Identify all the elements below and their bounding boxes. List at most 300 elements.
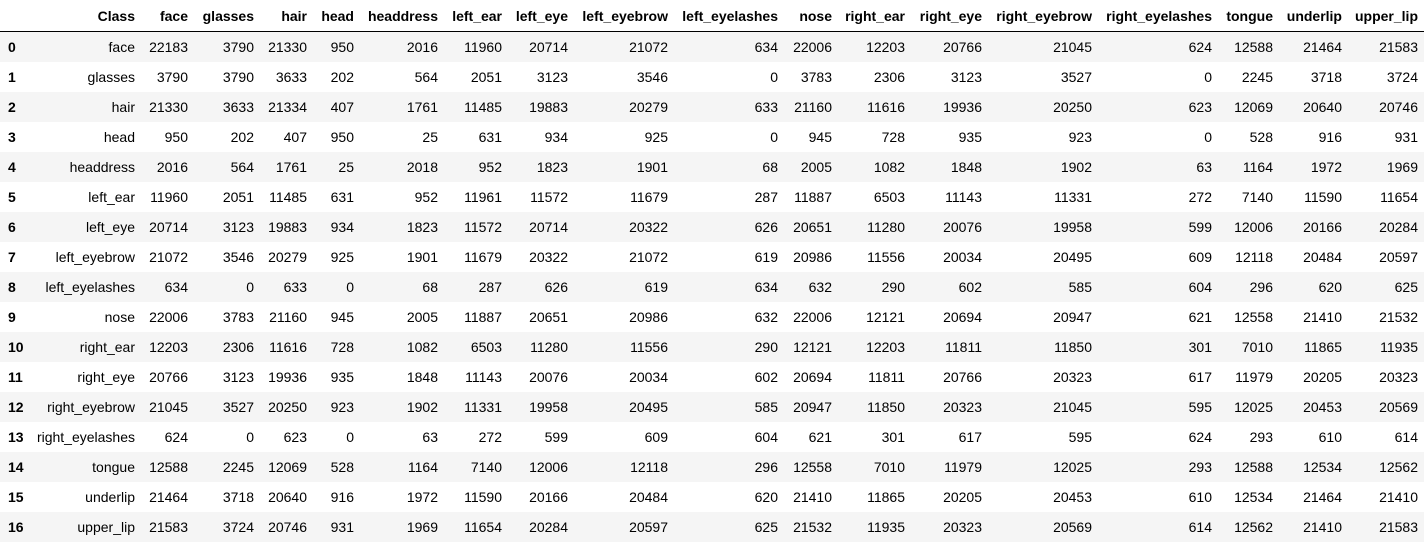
row-index: 16 <box>8 518 24 535</box>
table-row <box>0 92 1424 122</box>
column-header-glasses: glasses <box>194 0 260 32</box>
table-cell: 3718 <box>222 488 254 505</box>
table-row <box>0 332 1424 362</box>
table-cell: 564 <box>414 68 438 85</box>
table-cell: 12588 <box>1234 38 1273 55</box>
table-cell: 20766 <box>149 368 188 385</box>
table-cell: 21334 <box>268 98 307 115</box>
table-cell: 20453 <box>1053 488 1092 505</box>
table-cell: 634 <box>164 278 188 295</box>
table-cell: 11960 <box>464 38 502 55</box>
table-row <box>0 422 1424 452</box>
table-cell: 20766 <box>943 38 982 55</box>
table-cell: 634 <box>754 278 778 295</box>
table-cell: 609 <box>1188 248 1212 265</box>
table-cell: 20986 <box>629 308 668 325</box>
column-header-tongue: tongue <box>1218 0 1279 32</box>
table-cell: 631 <box>478 128 502 145</box>
table-cell: 20714 <box>149 218 188 235</box>
table-cell: 21532 <box>793 518 832 535</box>
table-cell: 20323 <box>1379 368 1418 385</box>
table-cell: 11850 <box>1054 338 1092 355</box>
table-cell: 20597 <box>1379 248 1418 265</box>
table-cell: 12203 <box>149 338 188 355</box>
table-cell: 7140 <box>470 458 502 475</box>
table-cell: 585 <box>754 398 778 415</box>
table-cell: 0 <box>346 278 354 295</box>
table-cell: 12069 <box>268 458 307 475</box>
table-cell: 20284 <box>529 518 568 535</box>
table-cell: 923 <box>1068 128 1092 145</box>
row-class-label: glasses <box>87 68 135 85</box>
table-cell: 621 <box>808 428 832 445</box>
table-cell: 20076 <box>943 218 982 235</box>
column-header-left_eyebrow: left_eyebrow <box>574 0 674 32</box>
table-cell: 12118 <box>1235 248 1273 265</box>
table-cell: 1848 <box>950 158 982 175</box>
table-cell: 11280 <box>867 218 905 235</box>
table-cell: 626 <box>544 278 568 295</box>
table-cell: 20250 <box>268 398 307 415</box>
table-cell: 11331 <box>1054 188 1092 205</box>
table-cell: 7140 <box>1241 188 1273 205</box>
table-cell: 20322 <box>529 248 568 265</box>
table-cell: 19958 <box>1053 218 1092 235</box>
table-cell: 12203 <box>866 38 905 55</box>
table-cell: 12588 <box>149 458 188 475</box>
column-header-right_ear: right_ear <box>838 0 911 32</box>
table-cell: 20640 <box>1303 98 1342 115</box>
table-cell: 20323 <box>1053 368 1092 385</box>
table-cell: 407 <box>330 98 354 115</box>
table-cell: 1823 <box>536 158 568 175</box>
table-cell: 623 <box>283 428 307 445</box>
table-cell: 11590 <box>464 488 502 505</box>
table-cell: 614 <box>1188 518 1212 535</box>
table-cell: 1902 <box>406 398 438 415</box>
table-cell: 1901 <box>636 158 668 175</box>
column-header-head: head <box>313 0 360 32</box>
table-cell: 634 <box>754 38 778 55</box>
table-cell: 20766 <box>943 368 982 385</box>
table-cell: 610 <box>1188 488 1212 505</box>
table-cell: 564 <box>230 158 254 175</box>
table-cell: 20569 <box>1053 518 1092 535</box>
row-index: 6 <box>8 218 16 235</box>
table-cell: 12534 <box>1303 458 1342 475</box>
table-cell: 19883 <box>268 218 307 235</box>
table-cell: 0 <box>1204 128 1212 145</box>
table-cell: 20714 <box>529 218 568 235</box>
table-cell: 11280 <box>530 338 568 355</box>
table-cell: 11935 <box>867 518 905 535</box>
table-cell: 12562 <box>1379 458 1418 475</box>
column-header-headdress: headdress <box>360 0 444 32</box>
table-cell: 11865 <box>1304 338 1342 355</box>
table-cell: 11654 <box>464 518 502 535</box>
table-row <box>0 242 1424 272</box>
table-cell: 12118 <box>630 458 668 475</box>
table-cell: 11572 <box>464 218 502 235</box>
table-cell: 19936 <box>943 98 982 115</box>
table-cell: 2016 <box>406 38 438 55</box>
table-cell: 20034 <box>943 248 982 265</box>
table-cell: 935 <box>958 128 982 145</box>
column-header-hair: hair <box>260 0 313 32</box>
table-cell: 21330 <box>268 38 307 55</box>
table-cell: 21045 <box>1053 38 1092 55</box>
table-cell: 12006 <box>1234 218 1273 235</box>
table-cell: 20694 <box>943 308 982 325</box>
table-cell: 272 <box>1188 188 1212 205</box>
column-header-left_ear: left_ear <box>444 0 508 32</box>
table-cell: 1902 <box>1060 158 1092 175</box>
row-class-label: upper_lip <box>77 518 135 535</box>
table-cell: 22183 <box>149 38 188 55</box>
table-cell: 20495 <box>1053 248 1092 265</box>
table-cell: 202 <box>330 68 354 85</box>
table-cell: 3790 <box>222 38 254 55</box>
table-row <box>0 512 1424 542</box>
row-index: 5 <box>8 188 16 205</box>
table-cell: 11887 <box>464 308 502 325</box>
table-cell: 11887 <box>794 188 832 205</box>
table-cell: 604 <box>754 428 778 445</box>
table-cell: 20640 <box>268 488 307 505</box>
table-cell: 620 <box>754 488 778 505</box>
table-cell: 21045 <box>1053 398 1092 415</box>
table-cell: 945 <box>330 308 354 325</box>
table-cell: 11979 <box>944 458 982 475</box>
row-class-label: nose <box>104 308 135 325</box>
table-cell: 3633 <box>222 98 254 115</box>
table-cell: 595 <box>1068 428 1092 445</box>
table-cell: 3724 <box>222 518 254 535</box>
table-cell: 20495 <box>629 398 668 415</box>
table-cell: 63 <box>422 428 438 445</box>
table-cell: 624 <box>1188 428 1212 445</box>
table-cell: 1969 <box>1386 158 1418 175</box>
table-cell: 3546 <box>636 68 668 85</box>
table-cell: 12588 <box>1234 458 1273 475</box>
table-cell: 952 <box>478 158 502 175</box>
table-cell: 1082 <box>406 338 438 355</box>
table-cell: 20279 <box>268 248 307 265</box>
table-cell: 585 <box>1068 278 1092 295</box>
table-cell: 20166 <box>529 488 568 505</box>
table-row <box>0 62 1424 92</box>
table-cell: 728 <box>881 128 905 145</box>
header-row <box>0 0 1424 32</box>
table-cell: 624 <box>1188 38 1212 55</box>
table-cell: 916 <box>1318 128 1342 145</box>
table-cell: 11485 <box>269 188 307 205</box>
table-cell: 619 <box>754 248 778 265</box>
table-cell: 296 <box>754 458 778 475</box>
table-cell: 20205 <box>943 488 982 505</box>
table-cell: 290 <box>754 338 778 355</box>
row-index: 0 <box>8 38 16 55</box>
table-cell: 0 <box>770 68 778 85</box>
table-cell: 11654 <box>1380 188 1418 205</box>
table-cell: 619 <box>644 278 668 295</box>
column-header-right_eye: right_eye <box>911 0 988 32</box>
table-cell: 528 <box>330 458 354 475</box>
table-cell: 2005 <box>800 158 832 175</box>
table-header <box>0 0 1424 32</box>
table-cell: 3718 <box>1310 68 1342 85</box>
table-cell: 624 <box>164 428 188 445</box>
table-cell: 20323 <box>943 518 982 535</box>
table-cell: 11572 <box>530 188 568 205</box>
table-cell: 633 <box>283 278 307 295</box>
row-index: 9 <box>8 308 16 325</box>
table-cell: 20746 <box>268 518 307 535</box>
table-cell: 19883 <box>529 98 568 115</box>
table-cell: 950 <box>164 128 188 145</box>
table-cell: 11616 <box>269 338 307 355</box>
table-cell: 7010 <box>873 458 905 475</box>
table-row <box>0 212 1424 242</box>
table-cell: 20484 <box>629 488 668 505</box>
row-class-label: hair <box>111 98 135 115</box>
table-cell: 20484 <box>1303 248 1342 265</box>
table-cell: 21160 <box>269 308 307 325</box>
table-cell: 1969 <box>406 518 438 535</box>
table-row <box>0 482 1424 512</box>
table-cell: 20746 <box>1379 98 1418 115</box>
row-index: 10 <box>8 338 24 355</box>
table-cell: 931 <box>330 518 354 535</box>
table-cell: 0 <box>346 428 354 445</box>
row-class-label: headdress <box>69 158 135 175</box>
table-cell: 12069 <box>1234 98 1273 115</box>
table-cell: 3527 <box>222 398 254 415</box>
table-cell: 2005 <box>406 308 438 325</box>
table-cell: 3123 <box>536 68 568 85</box>
row-class-label: left_ear <box>88 188 135 205</box>
column-header-upper_lip: upper_lip <box>1348 0 1424 32</box>
table-cell: 20076 <box>529 368 568 385</box>
table-cell: 625 <box>1394 278 1418 295</box>
table-cell: 21410 <box>1379 488 1418 505</box>
table-cell: 21410 <box>1303 518 1342 535</box>
table-cell: 2018 <box>406 158 438 175</box>
table-cell: 287 <box>478 278 502 295</box>
table-row <box>0 452 1424 482</box>
table-cell: 293 <box>1188 458 1212 475</box>
table-cell: 21072 <box>629 248 668 265</box>
table-cell: 1972 <box>1310 158 1342 175</box>
table-cell: 2245 <box>1241 68 1273 85</box>
table-cell: 12203 <box>866 338 905 355</box>
row-index: 12 <box>8 398 24 415</box>
table-cell: 296 <box>1249 278 1273 295</box>
table-cell: 293 <box>1249 428 1273 445</box>
table-row <box>0 272 1424 302</box>
table-cell: 11556 <box>867 248 905 265</box>
table-cell: 2245 <box>222 458 254 475</box>
table-cell: 20569 <box>1379 398 1418 415</box>
table-row <box>0 122 1424 152</box>
table-cell: 12534 <box>1234 488 1273 505</box>
table-cell: 21072 <box>629 38 668 55</box>
table-cell: 19936 <box>268 368 307 385</box>
table-body <box>0 32 1424 542</box>
column-header-right_eyebrow: right_eyebrow <box>988 0 1098 32</box>
table-cell: 633 <box>754 98 778 115</box>
table-cell: 2051 <box>222 188 254 205</box>
table-cell: 3783 <box>222 308 254 325</box>
table-cell: 21532 <box>1379 308 1418 325</box>
table-cell: 617 <box>1188 368 1212 385</box>
table-cell: 604 <box>1188 278 1212 295</box>
row-class-label: face <box>108 38 135 55</box>
row-index: 15 <box>8 488 24 505</box>
table-cell: 1082 <box>873 158 905 175</box>
row-index: 13 <box>8 428 24 445</box>
table-cell: 21330 <box>149 98 188 115</box>
table-cell: 20250 <box>1053 98 1092 115</box>
table-cell: 6503 <box>470 338 502 355</box>
table-cell: 3790 <box>222 68 254 85</box>
table-cell: 22006 <box>793 308 832 325</box>
table-cell: 728 <box>330 338 354 355</box>
table-cell: 20279 <box>629 98 668 115</box>
table-row <box>0 362 1424 392</box>
table-cell: 3633 <box>275 68 307 85</box>
table-cell: 12121 <box>793 338 832 355</box>
table-cell: 11960 <box>150 188 188 205</box>
table-cell: 21410 <box>1303 308 1342 325</box>
table-cell: 20947 <box>1053 308 1092 325</box>
table-cell: 923 <box>330 398 354 415</box>
table-cell: 1901 <box>406 248 438 265</box>
column-header-face: face <box>141 0 194 32</box>
table-cell: 3790 <box>156 68 188 85</box>
table-cell: 3783 <box>800 68 832 85</box>
table-cell: 22006 <box>793 38 832 55</box>
table-cell: 19958 <box>529 398 568 415</box>
table-cell: 620 <box>1318 278 1342 295</box>
table-row <box>0 32 1424 62</box>
table-cell: 3527 <box>1060 68 1092 85</box>
table-cell: 0 <box>1204 68 1212 85</box>
table-cell: 12006 <box>529 458 568 475</box>
table-cell: 20034 <box>629 368 668 385</box>
table-cell: 935 <box>330 368 354 385</box>
table-cell: 925 <box>644 128 668 145</box>
table-cell: 1848 <box>406 368 438 385</box>
table-cell: 2306 <box>873 68 905 85</box>
row-class-label: tongue <box>92 458 135 475</box>
table-cell: 20651 <box>529 308 568 325</box>
table-cell: 11556 <box>630 338 668 355</box>
table-cell: 950 <box>330 38 354 55</box>
table-row <box>0 182 1424 212</box>
table-cell: 21464 <box>149 488 188 505</box>
row-index: 4 <box>8 158 16 175</box>
table-cell: 301 <box>1188 338 1212 355</box>
table-cell: 632 <box>754 308 778 325</box>
row-class-label: underlip <box>85 488 135 505</box>
table-cell: 25 <box>338 158 354 175</box>
table-cell: 11143 <box>945 188 982 205</box>
table-cell: 631 <box>330 188 354 205</box>
table-cell: 0 <box>246 278 254 295</box>
table-cell: 3123 <box>222 218 254 235</box>
table-cell: 20453 <box>1303 398 1342 415</box>
table-cell: 621 <box>1188 308 1212 325</box>
table-cell: 11811 <box>868 368 905 385</box>
row-class-label: right_eye <box>77 368 135 385</box>
table-cell: 3123 <box>950 68 982 85</box>
table-cell: 617 <box>958 428 982 445</box>
table-cell: 1761 <box>406 98 438 115</box>
row-index: 2 <box>8 98 16 115</box>
table-cell: 21464 <box>1303 488 1342 505</box>
row-index: 7 <box>8 248 16 265</box>
table-cell: 3546 <box>222 248 254 265</box>
table-cell: 931 <box>1394 128 1418 145</box>
table-cell: 916 <box>330 488 354 505</box>
table-cell: 2306 <box>222 338 254 355</box>
table-cell: 0 <box>246 428 254 445</box>
table-cell: 21160 <box>794 98 832 115</box>
column-header-left_eye: left_eye <box>508 0 574 32</box>
table-cell: 1823 <box>406 218 438 235</box>
table-cell: 625 <box>754 518 778 535</box>
table-cell: 21464 <box>1303 38 1342 55</box>
row-index: 11 <box>8 368 23 385</box>
table-cell: 20284 <box>1379 218 1418 235</box>
table-cell: 626 <box>754 218 778 235</box>
table-cell: 11811 <box>945 338 982 355</box>
row-class-label: right_eyebrow <box>47 398 135 415</box>
table-cell: 1972 <box>406 488 438 505</box>
table-cell: 934 <box>330 218 354 235</box>
column-header-left_eyelashes: left_eyelashes <box>674 0 784 32</box>
table-cell: 12025 <box>1234 398 1273 415</box>
table-cell: 599 <box>1188 218 1212 235</box>
table-cell: 12558 <box>793 458 832 475</box>
row-class-label: left_eyebrow <box>55 248 135 265</box>
table-cell: 610 <box>1318 428 1342 445</box>
table-cell: 599 <box>544 428 568 445</box>
table-cell: 25 <box>422 128 438 145</box>
table-cell: 1164 <box>1242 158 1273 175</box>
table-cell: 945 <box>808 128 832 145</box>
table-cell: 202 <box>230 128 254 145</box>
table-cell: 602 <box>958 278 982 295</box>
table-cell: 614 <box>1394 428 1418 445</box>
table-cell: 952 <box>414 188 438 205</box>
table-cell: 11679 <box>630 188 668 205</box>
table-cell: 272 <box>478 428 502 445</box>
table-cell: 407 <box>283 128 307 145</box>
table-cell: 12121 <box>866 308 905 325</box>
table-cell: 602 <box>754 368 778 385</box>
table-cell: 12558 <box>1234 308 1273 325</box>
table-cell: 21045 <box>149 398 188 415</box>
table-cell: 2016 <box>156 158 188 175</box>
table-cell: 0 <box>770 128 778 145</box>
table-cell: 287 <box>754 188 778 205</box>
row-class-label: right_ear <box>79 338 135 355</box>
table-cell: 528 <box>1249 128 1273 145</box>
table-cell: 595 <box>1188 398 1212 415</box>
row-index: 8 <box>8 278 16 295</box>
